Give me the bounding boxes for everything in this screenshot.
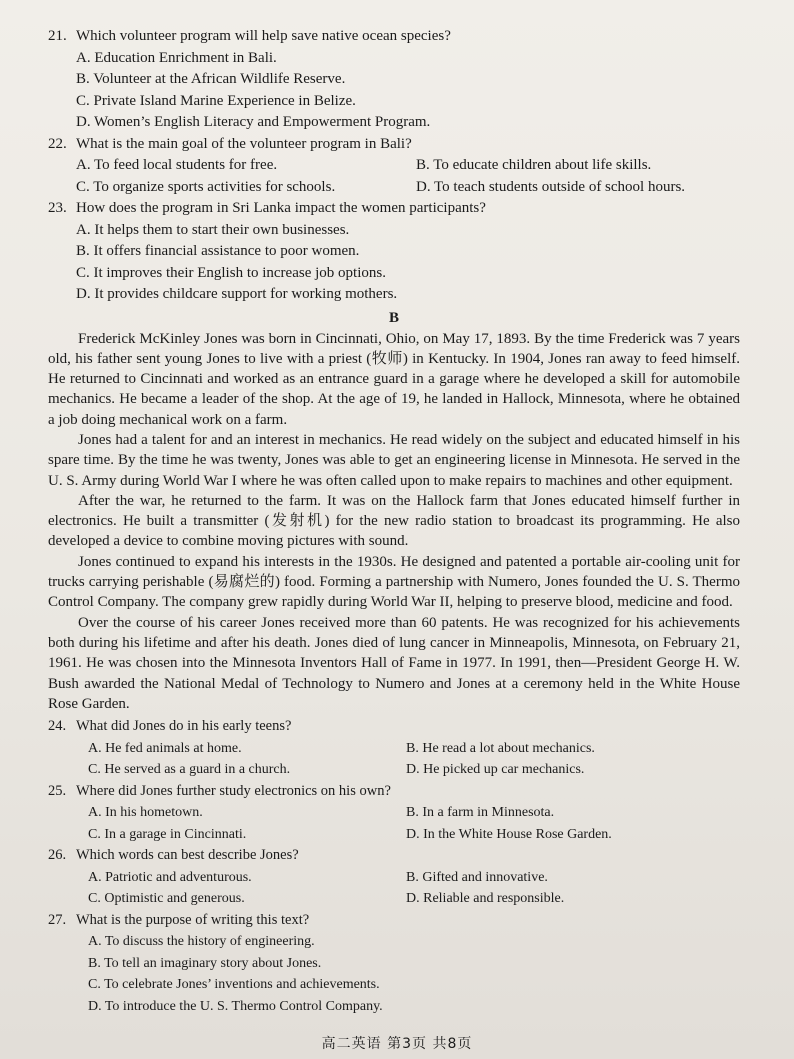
question-text: Which words can best describe Jones? <box>76 847 299 864</box>
option-d: D. Reliable and responsible. <box>406 891 565 907</box>
question-stem <box>48 910 740 932</box>
option-a: A. To discuss the history of engineering. <box>88 934 315 950</box>
option-a: A. Patriotic and adventurous. <box>88 869 252 885</box>
option-a: A. To feed local students for free. <box>76 157 278 173</box>
question-21 <box>48 26 740 134</box>
passage-paragraph: Frederick McKinley Jones was born in Cincinnati, Ohio, on May 17, 1893. By the time Frederick was 7 years old, his father sent young Jones to live with a priest (牧师) in Kentucky. In 1904, Jones ran away to feed himself. He returned to Cincinnati and worked as an entrance guard in a garage where he developed a skill for automobile mechanics. He became a leader of the shop. At the age of 19, he landed in Hallock, Minnesota, where he obtained a job doing mechanical work on a farm. <box>48 330 740 428</box>
option-row <box>88 824 740 846</box>
lower-questions <box>48 716 740 1017</box>
passage-paragraph: Jones continued to expand his interests in the 1930s. He designed and patented a portable air-cooling unit for trucks carrying perishable (易腐烂的) food. Forming a partnership with Numero, Jones founded the U. S. Thermo Control Company. The company grew rapidly during World War II, helping to preserve blood, medicine and food. <box>48 553 740 611</box>
option-b: B. In a farm in Minnesota. <box>406 805 555 821</box>
question-number: 23. <box>48 200 67 216</box>
question-stem <box>48 198 740 220</box>
question-stem <box>48 845 740 867</box>
question-text: What did Jones do in his early teens? <box>76 718 292 735</box>
passage-paragraph: After the war, he returned to the farm. It was on the Hallock farm that Jones educated himself further in electronics. He built a transmitter (发射机) for the new radio station to broadcast its programming. He also developed a device to combine moving pictures with sound. <box>48 492 740 550</box>
question-26 <box>48 845 740 910</box>
option-d: D. It provides childcare support for working mothers. <box>76 286 398 302</box>
option-d: D. To teach students outside of school hours. <box>416 178 686 195</box>
question-25 <box>48 781 740 846</box>
options <box>48 867 740 910</box>
options <box>48 220 740 306</box>
option-row <box>88 867 740 889</box>
question-text: What is the main goal of the volunteer program in Bali? <box>76 135 412 152</box>
option-a: A. It helps them to start their own businesses. <box>76 221 350 238</box>
option-d: D. He picked up car mechanics. <box>406 762 585 778</box>
option-row <box>88 802 740 824</box>
question-22 <box>48 134 740 199</box>
option-row <box>88 888 740 910</box>
section-heading: B <box>388 309 399 326</box>
options <box>48 48 740 134</box>
question-27 <box>48 910 740 1018</box>
option-c: C. To celebrate Jones’ inventions and achievements. <box>88 977 380 993</box>
reading-passage <box>48 329 740 715</box>
question-text: What is the purpose of writing this text? <box>76 911 310 928</box>
passage-paragraph: Over the course of his career Jones received more than 60 patents. He was recognized for his achievements both during his lifetime and after his death. Jones died of lung cancer in Minneapolis, Minnesota, on February 21, 1961. He was chosen into the Minnesota Inventors Hall of Fame in 1977. In 1991, then—President George H. W. Bush awarded the National Medal of Technology to Numero and Jones at a ceremony held in the White House Rose Garden. <box>48 614 740 712</box>
option-b: B. To tell an imaginary story about Jones. <box>88 955 322 971</box>
question-stem <box>48 134 740 156</box>
option-c: C. He served as a guard in a church. <box>88 762 291 778</box>
option-b: B. To educate children about life skills. <box>416 157 652 173</box>
option-c: C. To organize sports activities for schools. <box>76 178 336 195</box>
option-row <box>88 738 740 760</box>
options <box>48 738 740 781</box>
page-content <box>48 26 740 1017</box>
question-23 <box>48 198 740 306</box>
option-c: C. In a garage in Cincinnati. <box>88 826 247 842</box>
option-c: C. Optimistic and generous. <box>88 891 245 907</box>
option-b: B. He read a lot about mechanics. <box>406 740 595 756</box>
options <box>48 155 740 198</box>
option-d: D. To introduce the U. S. Thermo Control Company. <box>88 998 383 1014</box>
question-text: How does the program in Sri Lanka impact the women participants? <box>76 200 486 216</box>
passage-paragraph: Jones had a talent for and an interest in mechanics. He read widely on the subject and educated himself in his spare time. By the time he was twenty, Jones was able to get an engineering license in Minnesota. He served in the U. S. Army during World War I where he was often called upon to make repairs to machines and other equipment. <box>48 431 740 489</box>
question-stem <box>48 781 740 803</box>
question-text: Where did Jones further study electronics on his own? <box>76 782 391 799</box>
page-footer: 高二英语 第3页 共8页 <box>321 1036 473 1052</box>
question-number: 25. <box>48 782 67 799</box>
option-row <box>88 759 740 781</box>
question-24 <box>48 716 740 781</box>
option-b: B. It offers financial assistance to poor women. <box>76 243 360 259</box>
question-number: 22. <box>48 135 67 152</box>
option-a: A. He fed animals at home. <box>88 740 242 756</box>
question-number: 24. <box>48 718 67 735</box>
option-a: A. In his hometown. <box>88 805 203 821</box>
question-number: 27. <box>48 911 67 928</box>
option-c: C. It improves their English to increase job options. <box>76 264 386 281</box>
option-b: B. Gifted and innovative. <box>406 869 548 885</box>
option-row <box>76 177 740 199</box>
option-row <box>76 155 740 177</box>
option-b: B. Volunteer at the African Wildlife Reserve. <box>76 71 346 87</box>
options <box>48 802 740 845</box>
option-d: D. In the White House Rose Garden. <box>406 826 612 842</box>
option-d: D. Women’s English Literacy and Empowerment Program. <box>76 114 431 130</box>
option-a: A. Education Enrichment in Bali. <box>76 49 277 66</box>
question-number: 21. <box>48 28 67 44</box>
question-text: Which volunteer program will help save native ocean species? <box>76 28 451 44</box>
option-c: C. Private Island Marine Experience in Belize. <box>76 92 356 109</box>
options <box>48 931 740 1017</box>
question-stem <box>48 26 740 48</box>
question-stem <box>48 716 740 738</box>
question-number: 26. <box>48 847 67 864</box>
